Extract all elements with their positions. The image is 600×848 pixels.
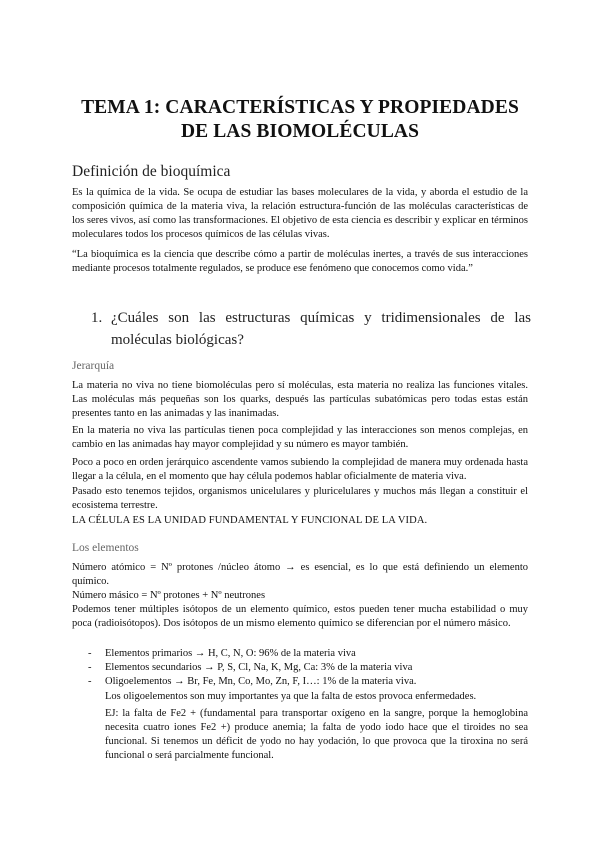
jerarquia-paragraph-4: Pasado esto tenemos tejidos, organismos unicelulares y pluricelulares y muchos más llegan a constituir el ecosistema terrestre. [72, 486, 528, 511]
elementos-isotopes: Podemos tener múltiples isótopos de un elemento químico, estos pueden tener mucha estabilidad o muy poca (radioisótopos). Dos isótopos de un mismo elemento químico se diferencian por el número másico. [72, 604, 528, 629]
list-item-text: Elementos secundarios → P, S, Cl, Na, K, Mg, Ca: 3% de la materia viva [105, 661, 413, 673]
jerarquia-conclusion: LA CÉLULA ES LA UNIDAD FUNDAMENTAL Y FUNCIONAL DE LA VIDA. [72, 515, 428, 526]
list-item [88, 675, 528, 689]
definition-paragraph: Es la química de la vida. Se ocupa de estudiar las bases moleculares de la vida, y aborda el estudio de la composición química de la materia viva, la relación estructura-función de las moléculas características de los seres vivos, así como las transformaciones. El objetivo de esta ciencia es describir y explicar en términos moleculares todos los procesos químicos de las células vivas. [72, 187, 528, 240]
jerarquia-paragraph-2: En la materia no viva las partículas tienen poca complejidad y las interacciones son menos complejas, en cambio en las animadas hay mayor complejidad y su número es mayor también. [72, 425, 528, 450]
definition-quote: “La bioquímica es la ciencia que describe cómo a partir de moléculas inertes, a través de sus interacciones mediante procesos totalmente regulados, se produce ese fenómeno que conocemos como vida.” [72, 249, 528, 274]
oligoelements-note: Los oligoelementos son muy importantes ya que la falta de estos provoca enfermedades. [105, 691, 477, 702]
title-line-1: TEMA 1: CARACTERÍSTICAS Y PROPIEDADES [81, 97, 519, 118]
elementos-mass-number: Número másico = Nº protones + Nº neutrones [72, 590, 266, 601]
question-number: 1. [91, 310, 103, 326]
question-heading [91, 307, 531, 351]
document-title [60, 96, 540, 145]
question-text: ¿Cuáles son las estructuras químicas y tridimensionales de las moléculas biológicas? [111, 310, 531, 348]
elementos-heading: Los elementos [72, 542, 139, 554]
list-item-text: Oligoelementos → Br, Fe, Mn, Co, Mo, Zn, F, I…: 1% de la materia viva. [105, 675, 417, 687]
list-dash: - [88, 661, 92, 673]
oligoelements-example: EJ: la falta de Fe2 + (fundamental para transportar oxígeno en la sangre, porque la hemoglobina necesita cuatro iones Fe2 +) produce anemia; la falta de yodo iodo hace que el tiroides no sea funcional. Si tenemos un déficit de yodo no hay yodación, lo que provoca que la tiroxina no será funcional o será parcialmente funcional. [105, 708, 528, 761]
title-line-2: DE LAS BIOMOLÉCULAS [180, 121, 420, 143]
list-dash: - [88, 648, 92, 659]
jerarquia-heading: Jerarquía [72, 360, 115, 372]
list-dash: - [88, 675, 92, 687]
elementos-atomic-number: Número atómico = Nº protones /núcleo átomo → es esencial, es lo que está definiendo un elemento químico. [72, 562, 528, 587]
jerarquia-paragraph-1: La materia no viva no tiene biomoléculas pero sí moléculas, esta materia no realiza las funciones vitales. Las moléculas más pequeñas son los quarks, después las partículas subatómicas pero todas estas están presentes tanto en las animadas y las inanimadas. [72, 380, 528, 419]
definition-heading: Definición de bioquímica [72, 163, 231, 180]
jerarquia-paragraph-3: Poco a poco en orden jerárquico ascendente vamos subiendo la complejidad de manera muy ordenada hasta llegar a la célula, en el momento que hay célula podemos hablar oficialmente de materia viva. [72, 457, 528, 482]
list-item-text: Elementos primarios → H, C, N, O: 96% de la materia viva [105, 648, 356, 659]
list-item [88, 661, 528, 675]
list-item [88, 647, 528, 661]
elements-list [88, 647, 528, 689]
